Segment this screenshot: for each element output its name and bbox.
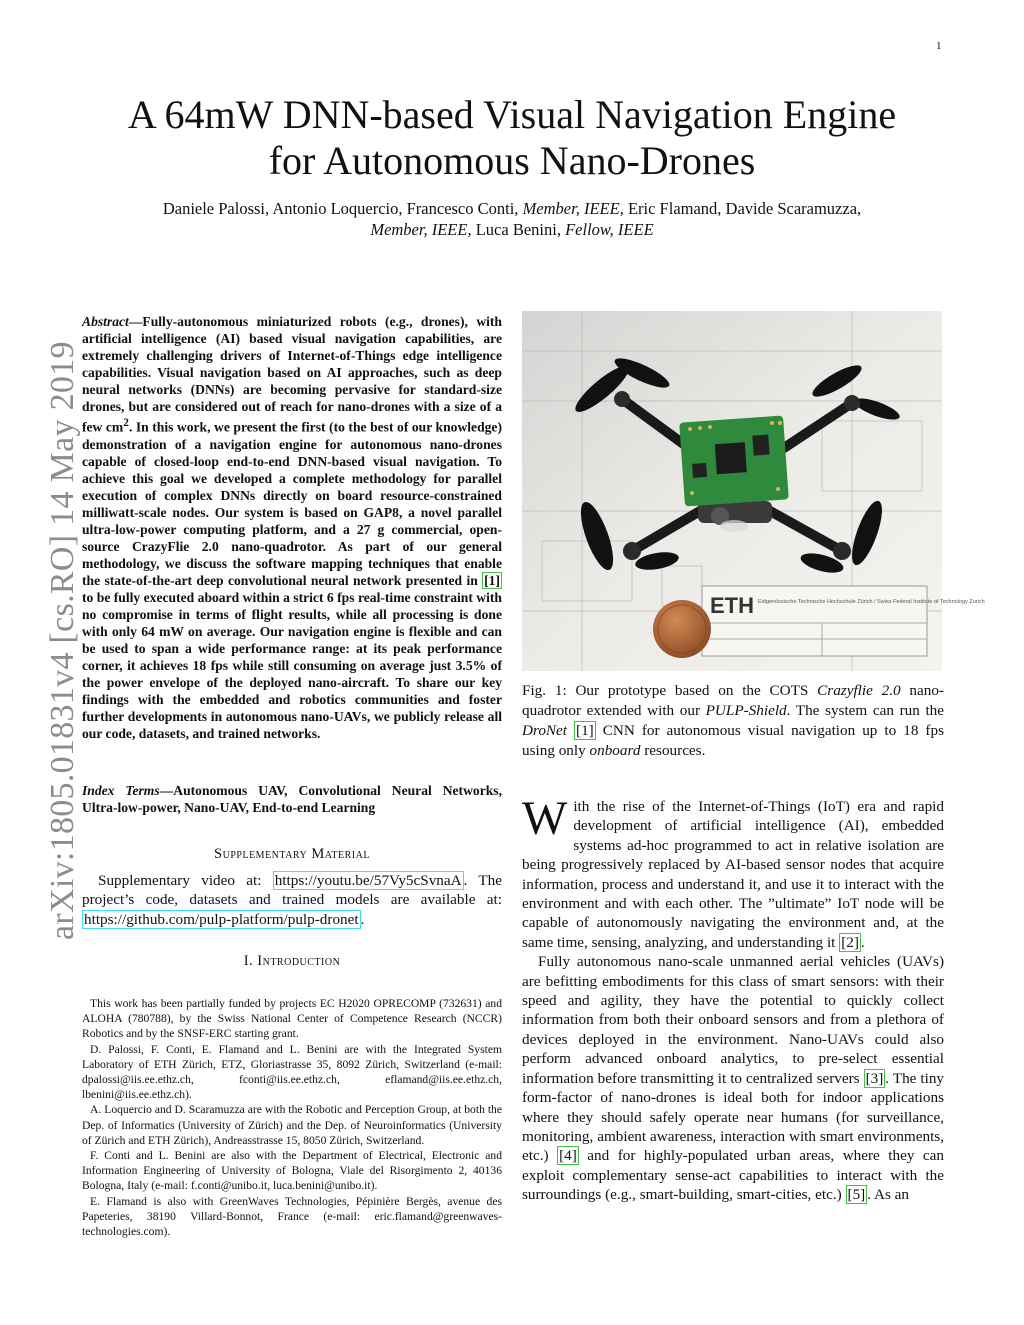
authors-part-1: Daniele Palossi, Antonio Loquercio, Francesco Conti, <box>162 199 519 218</box>
caption-text-e: resources. <box>640 742 706 759</box>
video-link[interactable]: https://youtu.be/57Vy5cSvnaA <box>274 872 462 889</box>
caption-crazyflie: Crazyflie 2.0 <box>817 682 901 699</box>
intro-paragraph-1 <box>522 792 944 952</box>
footnote-funding: This work has been partially funded by projects EC H2020 OPRECOMP (732631) and ALOHA (780788), by the Swiss National Center of Competence Research (NCCR) Robotics and by the SNSF-ERC starting grant. <box>82 997 502 1041</box>
nano-drone-illustration <box>522 311 985 671</box>
abstract-text-b: . In this work, we present the first (to the best of our knowledge) demonstration of a navigation engine for autonomous nano-drones capable of closed-loop end-to-end DNN-based visual navigation. To achieve this goal we developed a complete methodology for parallel execution of complex DNNs directly on board resource-constrained milliwatt-scale nodes. Our system is based on GAP8, a novel parallel ultra-low-power computing platform, and a 27 g commercial, open-source CrazyFlie 2.0 nano-quadrotor. As part of our general methodology, we discuss the software mapping techniques that enable the state-of-the-art deep convolutional neural network presented in <box>82 419 502 588</box>
caption-citation-link[interactable]: [1] <box>576 722 594 739</box>
footnote-affiliation-3: F. Conti and L. Benini are also with the Department of Electrical, Electronic and Information Engineering of University of Bologna, Viale del Risorgimento 2, 40136 Bologna, Italy (e-mail: f.conti@unibo.it, luca.benini@unibo.it). <box>82 1149 502 1193</box>
euro-cent-coin <box>653 600 711 658</box>
abstract-text-c: to be fully executed aboard within a strict 6 fps real-time constraint with no compromise in terms of flight results, while all processing is done with only 64 mW on average. Our navigation engine is flexible and can be used to span a wide performance range: at its peak performance corner, it achieves 18 fps while still consuming on average just 3.5% of the power envelope of the deployed nano-aircraft. To share our key findings with the embedded and robotics communities and foster further developments in autonomous nano-UAVs, we publicly release all our code, datasets, and trained networks. <box>82 589 502 741</box>
intro-citation-5[interactable]: [5] <box>847 1186 866 1204</box>
caption-onboard: onboard <box>589 742 641 759</box>
abstract-citation-link[interactable]: [1] <box>484 572 500 588</box>
intro-p2-text-a: Fully autonomous nano-scale unmanned aerial vehicles (UAVs) are befitting embodiments for this class of smart sensors: with their speed and agility, they have the potential to quickly collect information from both their onboard sensors and from a plethora of devices deployed in the environment. Nano-UAVs could also perform advanced onboard analytics, to pre-select essential information before transmitting it to centralized servers <box>522 953 944 1087</box>
index-terms-lead: Index Terms <box>82 783 160 798</box>
intro-paragraph-2 <box>522 952 944 1204</box>
abstract-lead: Abstract <box>82 314 129 329</box>
index-terms-text: —Autonomous UAV, Convolutional Neural Networks, Ultra-low-power, Nano-UAV, End-to-end Learning <box>82 783 502 815</box>
caption-text-d: CNN for autonomous visual navigation up to 18 fps using only <box>522 722 944 759</box>
author-fellow: Fellow, IEEE <box>565 220 654 239</box>
caption-text-a: Fig. 1: Our prototype based on the COTS <box>522 682 818 699</box>
abstract-superscript: 2 <box>123 417 129 429</box>
intro-citation-3[interactable]: [3] <box>865 1069 884 1087</box>
gap8-chip <box>715 442 747 474</box>
caption-pulp-shield: PULP-Shield <box>705 702 787 719</box>
intro-p1-text-a: ith the rise of the Internet-of-Things (IoT) era and rapid development of artificial intelligence (AI), embedded systems ad-hoc programmed to act in relative isolation are being progressively replaced by AI-based sensor nodes that acquire information, process and understand it, and use it to interact with the environment and with each other. The ”ultimate” IoT node will be capable of autonomously navigating the environment and, at the same time, sensing, analyzing, and understanding it <box>522 798 944 951</box>
introduction-heading: I. Introduction <box>243 953 341 969</box>
title-line-2: for Autonomous Nano-Drones <box>268 138 756 183</box>
intro-p2-text-c: and for highly-populated urban areas, where they can exploit complementary sense-act capabilities to interact with the surroundings (e.g., smart-building, smart-cities, etc.) <box>522 1147 945 1204</box>
caption-text-c: . The system can run the <box>786 702 944 719</box>
author-membership-1: Member, IEEE, <box>522 199 624 218</box>
abstract <box>82 313 502 742</box>
drop-cap: W <box>522 792 568 845</box>
supplementary-text <box>82 871 502 929</box>
code-link[interactable]: https://github.com/pulp-platform/pulp-dronet <box>84 910 359 928</box>
intro-citation-2[interactable]: [2] <box>841 933 859 951</box>
paper-title <box>80 92 944 184</box>
supplementary-text-b: . The project’s code, datasets and trained models are available at: <box>82 872 503 909</box>
caption-text-b: nano-quadrotor extended with our <box>522 682 944 719</box>
title-line-1: A 64mW DNN-based Visual Navigation Engine <box>127 92 897 137</box>
supplementary-text-a: Supplementary video at: <box>98 872 273 889</box>
figure-1-caption <box>522 681 944 761</box>
supplementary-text-c: . <box>360 910 365 928</box>
eth-logo: ETH <box>710 593 754 618</box>
authors-part-3: Luca Benini, <box>475 220 561 239</box>
intro-p1-text-b: . <box>860 933 865 951</box>
intro-p2-text-b: . The tiny form-factor of nano-drones is ideal both for indoor applications where they should safely operate near humans (for surveillance, monitoring, ambient awareness, interaction with smart environments, etc.) <box>522 1069 945 1165</box>
intro-citation-4[interactable]: [4] <box>559 1147 577 1165</box>
introduction-body <box>522 792 945 1205</box>
figure-1-photo <box>522 311 985 671</box>
author-membership-2: Member, IEEE, <box>370 220 472 239</box>
arxiv-identifier: arXiv:1805.01831v4 [cs.RO] 14 May 2019 <box>44 341 81 940</box>
author-list <box>80 198 944 240</box>
page-number: 1 <box>936 40 942 52</box>
intro-p2-text-d: . As an <box>867 1186 909 1204</box>
footnote-affiliation-2: A. Loquercio and D. Scaramuzza are with the Robotic and Perception Group, at both the Dep. of Informatics (University of Zürich) and the Dep. of Neuroinformatics (University of Zürich and ETH Zürich), Andreasstrasse 15, 8050 Zürich, Switzerland. <box>82 1103 502 1147</box>
footnote-affiliation-1: D. Palossi, F. Conti, E. Flamand and L. Benini are with the Integrated System Laboratory of ETH Zürich, ETZ, Gloriastrasse 35, 8092 Zürich, Switzerland (e-mail: dpalossi@iis.ee.ethz.ch, fconti@iis.ee.ethz.ch, eflamand@iis.ee.ethz.ch, lbenini@iis.ee.ethz.ch). <box>82 1042 502 1102</box>
supplementary-heading: Supplementary Material <box>214 846 370 862</box>
abstract-text-a: —Fully-autonomous miniaturized robots (e.g., drones), with artificial intelligence (AI) based visual navigation capabilities, are extremely challenging drivers of Internet-of-Things edge intelligence capabilities. Visual navigation based on AI approaches, such as deep neural networks (DNNs) are becoming pervasive for standard-size drones, but are considered out of reach for nano-drones with a size of a few cm <box>82 314 502 435</box>
index-terms <box>82 782 502 816</box>
footnote-affiliation-4: E. Flamand is also with GreenWaves Technologies, Pépinière Bergès, avenue des Papeteries, 38190 Villard-Bonnot, France (e-mail: eric.flamand@greenwaves-technologies.com). <box>82 1194 502 1239</box>
caption-dronet: DroNet <box>522 722 567 739</box>
eth-subtitle: Eidgenössische Technische Hochschule Zürich / Swiss Federal Institute of Technology Zurich <box>758 599 985 605</box>
authors-part-2: Eric Flamand, Davide Scaramuzza, <box>627 199 862 218</box>
footnotes <box>82 996 502 1239</box>
